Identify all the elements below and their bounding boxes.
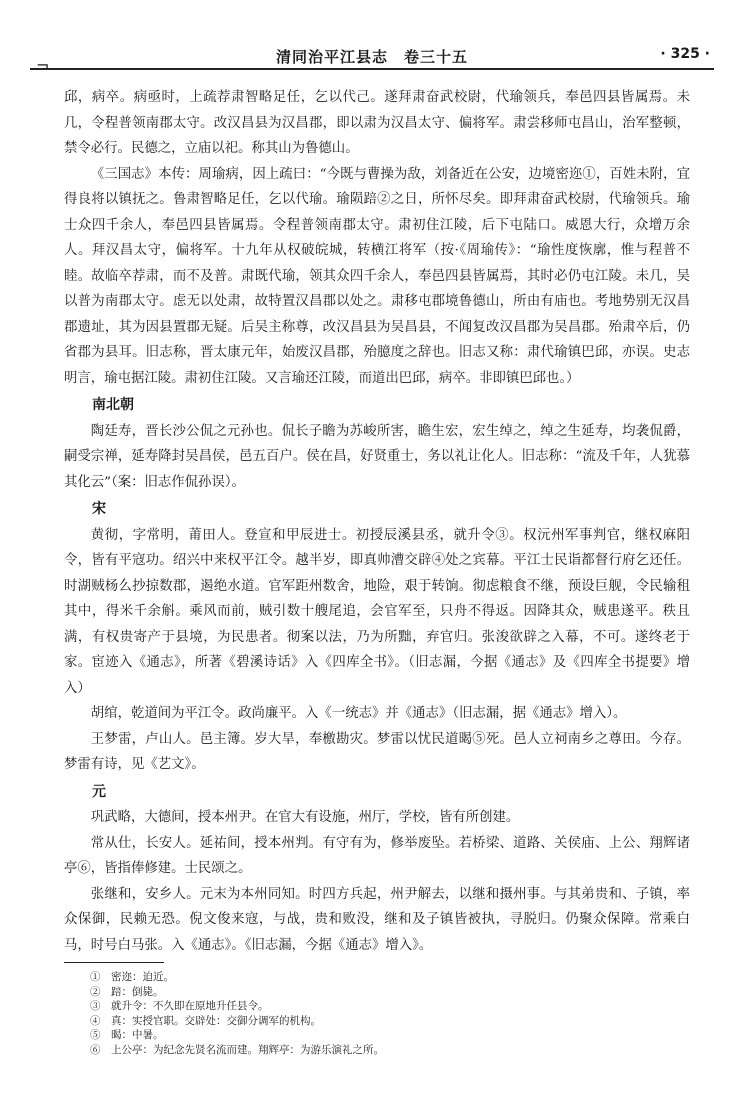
footnote-item: ① 密迩：迫近。 [90,971,174,983]
main-text [64,85,690,958]
paragraph-sanguozhi: 《三国志》本传：周瑜病，因上疏曰：“今既与曹操为敌，刘备近在公安，边境密迩①，百姓未附，宜得良将以镇抚之。鲁肃智略足任，乞以代瑜。瑜陨踣②之日，所怀尽矣。即拜肃奋武校尉，代瑜领兵。瑜士众四千余人，奉邑四县皆属焉。令程普领南郡太守。肃初住江陵，后下屯陆口。威恩大行，众增万余人。拜汉昌太守，偏将军。十九年从权破皖城，转横江将军（按·《周瑜传》：“瑜性度恢廓，惟与程普不睦。故临卒荐肃，而不及普。肃既代瑜，领其众四千余人，奉邑四县皆属焉，其时必仍屯江陵。未几，吴以普为南郡太守。虑无以处肃，故特置汉昌郡以处之。肃移屯郡境鲁德山，所由有庙也。考地势别无汉昌郡遗址，其为因县置郡无疑。后吴主称尊，改汉昌县为吴昌县，不闻复改汉昌郡为吴昌郡。殆肃卒后，仍省郡为县耳。旧志称，晋太康元年，始废汉昌郡，殆臆度之辞也。旧志又称：肃代瑜镇巴邱，亦误。史志明言，瑜屯据江陵。肃初住江陵。又言瑜还江陵，而道出巴邱，病卒。非即镇巴邱也。） [64,166,690,386]
page-number: · 325 · [660,46,710,62]
paragraph-tao-tingshou: 陶廷寿，晋长沙公侃之元孙也。侃长子瞻为苏峻所害，瞻生宏，宏生绰之，绰之生延寿，均袭侃爵，嗣受宗禅，延寿降封吴昌侯，邑五百户。侯在昌，好贤重士，务以礼让化人。旧志称：“流及千年，人犹慕其化云”（案：旧志作侃孙误）。 [64,423,690,490]
section-heading-yuan: 元 [92,783,106,800]
margin-mark: ¬ [36,56,50,75]
footnote-item: ② 踣：倒毙。 [90,985,164,998]
footnote-item: ⑥ 上公亭：为纪念先贤名流而建。翔辉亭：为游乐演礼之所。 [90,1043,384,1056]
footnotes [90,970,690,1058]
paragraph-lu-su-end: 邱，病卒。病亟时，上疏荐肃智略足任，乞以代己。遂拜肃奋武校尉，代瑜领兵，奉邑四县皆属焉。未几，令程普领南郡太守。改汉昌县为汉昌郡，即以肃为汉昌太守、偏将军。肃尝移师屯昌山，治军整顿，禁令必行。民德之，立庙以祀。称其山为鲁德山。 [64,90,690,156]
paragraph-hu-wan: 胡绾，乾道间为平江令。政尚廉平。入《一统志》并《通志》（旧志漏，据《通志》增入）。 [90,706,627,721]
footnote-item: ⑤ 暍：中暑。 [90,1029,164,1042]
paragraph-zhang-jihe: 张继和，安乡人。元末为本州同知。时四方兵起，州尹解去，以继和摄州事。与其弟贵和、子镇，率众保御，民赖无恐。倪文俊来寇，与战，贵和败没，继和及子镇皆被执，寻脱归。仍聚众保障。常乘白马，时号白马张。入《通志》。《旧志漏，今据《通志》增入》。 [64,886,690,953]
running-title: 清同治平江县志 卷三十五 [275,48,468,66]
paragraph-gong-wulue: 巩武略，大德间，授本州尹。在官大有设施，州厅，学校，皆有所创建。 [90,810,520,825]
page-header [30,42,714,75]
paragraph-chang-congshi: 常从仕，长安人。延祐间，授本州判。有守有为，修举废坠。若桥梁、道路、关侯庙、上公、翔辉诸亭⑥，皆指俸修建。士民颂之。 [64,835,690,876]
footnote-separator [64,962,164,963]
section-heading-song: 宋 [92,501,106,517]
footnote-item: ④ 真：实授官职。交辟处：交御分调军的机构。 [90,1014,321,1027]
paragraph-huang-che: 黄彻，字常明，莆田人。登宣和甲辰进士。初授辰溪县丞，就升令③。权沅州军事判官，继权麻阳令，皆有平寇功。绍兴中来权平江令。越半岁，即真帅漕交辟④处之宾幕。平江士民诣都督行府乞还任。时湖贼杨么抄掠数郡，遏绝水道。官军距州数舍，地险，艰于转饷。彻虑粮食不继，预设巨舰，令民输租其中，得米千余斛。乘风而前，贼引数十艘尾追，会官军至，只舟不得返。因降其众，贼患遂平。秩且满，有权贵寄产于县境，为民患者。彻案以法，乃为所黜，弃官归。张浚欲辟之入幕，不可。遂终老于家。宦迹入《通志》，所著《碧溪诗话》入《四库全书》。（旧志漏，今据《通志》及《四库全书提要》增入） [64,527,690,696]
paragraph-wang-menglei: 王梦雷，卢山人。邑主簿。岁大旱，奉檄勘灾。梦雷以忧民道暍⑤死。邑人立祠南乡之尊田。今存。梦雷有诗，见《艺文》。 [64,731,690,772]
footnote-item: ③ 就升令：不久即在原地升任县令。 [90,1000,269,1013]
section-heading-nanbeichao: 南北朝 [92,397,134,413]
